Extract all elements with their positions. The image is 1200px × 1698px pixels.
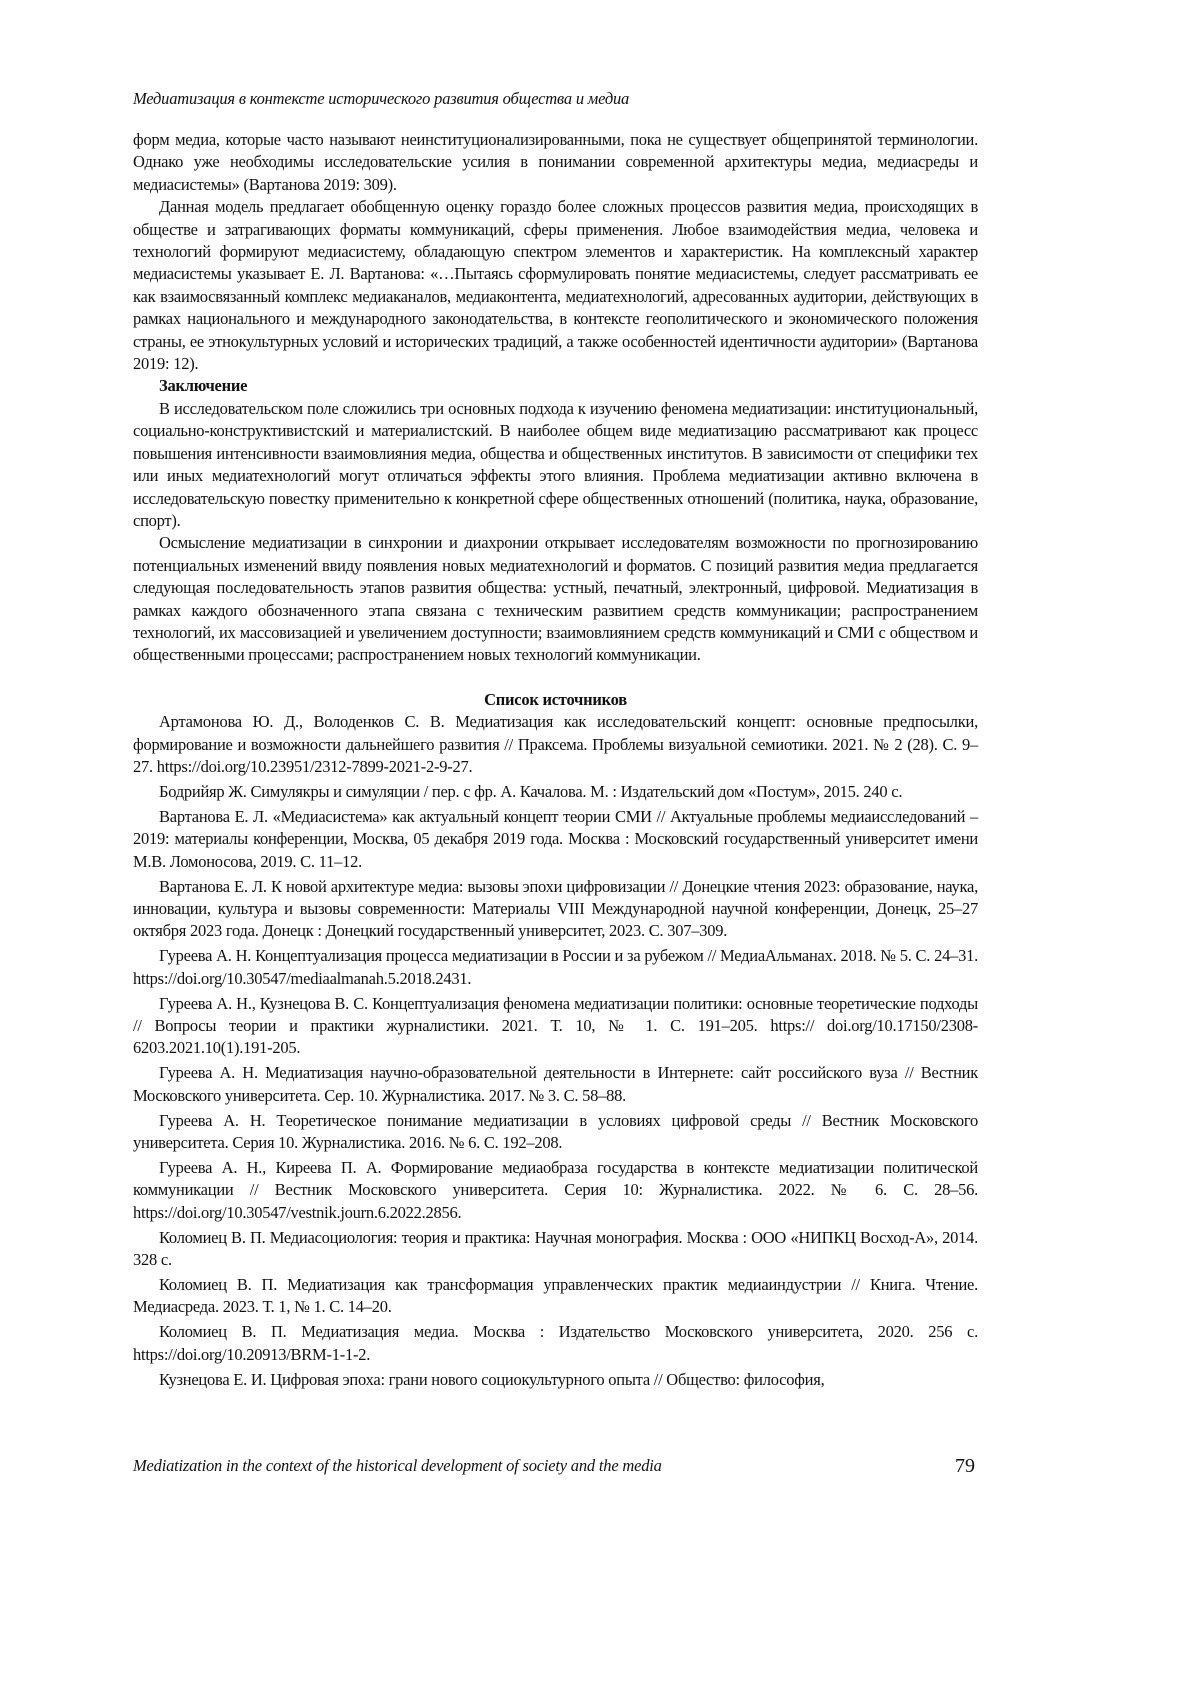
reference-item: Гуреева А. Н. Концептуализация процесса медиатизации в России и за рубежом // МедиаАльманах. 2018. № 5. С. 24–31. https://doi.org/10.30547/mediaalmanah.5.2018.2431. bbox=[133, 946, 978, 988]
reference-item: Коломиец В. П. Медиасоциология: теория и практика: Научная монография. Москва : ООО «НИПКЦ Восход-А», 2014. 328 с. bbox=[133, 1227, 978, 1269]
conclusion-paragraph: Осмысление медиатизации в синхронии и диахронии открывает исследователям возможности по прогнозированию потенциальных изменений ввиду появления новых медиатехнологий и форматов. С позиций развития медиа предлагается следующая последовательность этапов развития общества: устный, печатный, электронный, цифровой. Медиатизация в рамках каждого обозначенного этапа связана с техническим развитием средств коммуникации; распространением технологий, их массовизацией и увеличением доступности; взаимовлиянием средств коммуникаций и СМИ с обществом и общественными процессами; распространением новых технологий коммуникации. bbox=[133, 533, 978, 665]
reference-item: Бодрийяр Ж. Симулякры и симуляции / пер. с фр. А. Качалова. М. : Издательский дом «Постум», 2015. 240 с. bbox=[159, 781, 903, 801]
reference-item: Гуреева А. Н., Кузнецова В. С. Концептуализация феномена медиатизации политики: основные теоретические подходы // Вопросы теории и практики журналистики. 2021. Т. 10, № 1. С. 191–205. https:// doi.org/10.17150/2308-6203.2021.10(1).191-205. bbox=[133, 993, 978, 1058]
running-footer: Mediatization in the context of the historical development of society and the media bbox=[133, 1456, 662, 1475]
reference-item: Артамонова Ю. Д., Володенков С. В. Медиатизация как исследовательский концепт: основные предпосылки, формирование и возможности дальнейшего развития // Праксема. Проблемы визуальной семиотики. 2021. № 2 (28). С. 9–27. https://doi.org/10.23951/2312-7899-2021-2-9-27. bbox=[133, 712, 978, 776]
body-paragraph: форм медиа, которые часто называют неинституционализированными, пока не существует общепринятой терминологии. Однако уже необходимы исследовательские усилия в понимании современной архитектуры медиа, медиасреды и медиасистемы» (Вартанова 2019: 309). bbox=[133, 130, 978, 194]
conclusion-paragraph: В исследовательском поле сложились три основных подхода к изучению феномена медиатизации: институциональный, социально-конструктивистский и материалистский. В наиболее общем виде медиатизацию рассматривают как процесс повышения интенсивности взаимовлияния медиа, общества и общественных институтов. В зависимости от специфики тех или иных медиатехнологий могут отличаться эффекты этого влияния. Проблема медиатизации активно включена в исследовательскую повестку применительно к конкретной сфере общественных отношений (политика, наука, образование, спорт). bbox=[133, 398, 978, 530]
reference-item: Вартанова Е. Л. «Медиасистема» как актуальный концепт теории СМИ // Актуальные проблемы медиаисследований – 2019: материалы конференции, Москва, 05 декабря 2019 года. Москва : Московский государственный университет имени М.В. Ломоносова, 2019. С. 11–12. bbox=[133, 806, 978, 871]
page-number: 79 bbox=[955, 1455, 975, 1477]
reference-item: Кузнецова Е. И. Цифровая эпоха: грани нового социокультурного опыта // Общество: философия, bbox=[159, 1369, 825, 1389]
references-heading: Список источников bbox=[484, 689, 627, 709]
reference-item: Гуреева А. Н. Теоретическое понимание медиатизации в условиях цифровой среды // Вестник Московского университета. Серия 10. Журналистика. 2016. № 6. С. 192–208. bbox=[133, 1110, 978, 1152]
conclusion-heading: Заключение bbox=[159, 376, 248, 396]
reference-item: Коломиец В. П. Медиатизация как трансформация управленческих практик медиаиндустрии // Книга. Чтение. Медиасреда. 2023. Т. 1, № 1. С. 14–20. bbox=[133, 1274, 978, 1317]
body-paragraph: Данная модель предлагает обобщенную оценку гораздо более сложных процессов развития медиа, происходящих в обществе и затрагивающих форматы коммуникаций, сферы применения. Любое взаимодействия медиа, человека и технологий формируют медиасистему, обладающую спектром элементов и характеристик. На комплексный характер медиасистемы указывает Е. Л. Вартанова: «…Пытаясь сформулировать понятие медиасистемы, следует рассматривать ее как взаимосвязанный комплекс медиаканалов, медиаконтента, медиатехнологий, адресованных аудитории, действующих в рамках национального и международного законодательства, в контексте геополитического и экономического положения страны, ее этнокультурных условий и исторических традиций, а также особенностей идентичности аудитории» (Вартанова 2019: 12). bbox=[133, 197, 978, 374]
reference-item: Вартанова Е. Л. К новой архитектуре медиа: вызовы эпохи цифровизации // Донецкие чтения 2023: образование, наука, инновации, культура и вызовы современности: Материалы VIII Международной научной конференции, Донецк, 25–27 октября 2023 года. Донецк : Донецкий государственный университет, 2023. С. 307–309. bbox=[133, 876, 978, 941]
references-list bbox=[133, 711, 978, 1391]
reference-item: Гуреева А. Н., Киреева П. А. Формирование медиаобраза государства в контексте медиатизации политической коммуникации // Вестник Московского университета. Серия 10: Журналистика. 2022. № 6. С. 28–56. https://doi.org/10.30547/vestnik.journ.6.2022.2856. bbox=[133, 1157, 978, 1222]
reference-item: Гуреева А. Н. Медиатизация научно-образовательной деятельности в Интернете: сайт российского вуза // Вестник Московского университета. Сер. 10. Журналистика. 2017. № 3. С. 58–88. bbox=[133, 1063, 978, 1105]
running-head: Медиатизация в контексте исторического развития общества и медиа bbox=[133, 89, 630, 108]
reference-item: Коломиец В. П. Медиатизация медиа. Москва : Издательство Московского университета, 2020. 256 с. https://doi.org/10.20913/BRM-1-1-2. bbox=[133, 1322, 978, 1364]
page-content bbox=[133, 129, 978, 1393]
